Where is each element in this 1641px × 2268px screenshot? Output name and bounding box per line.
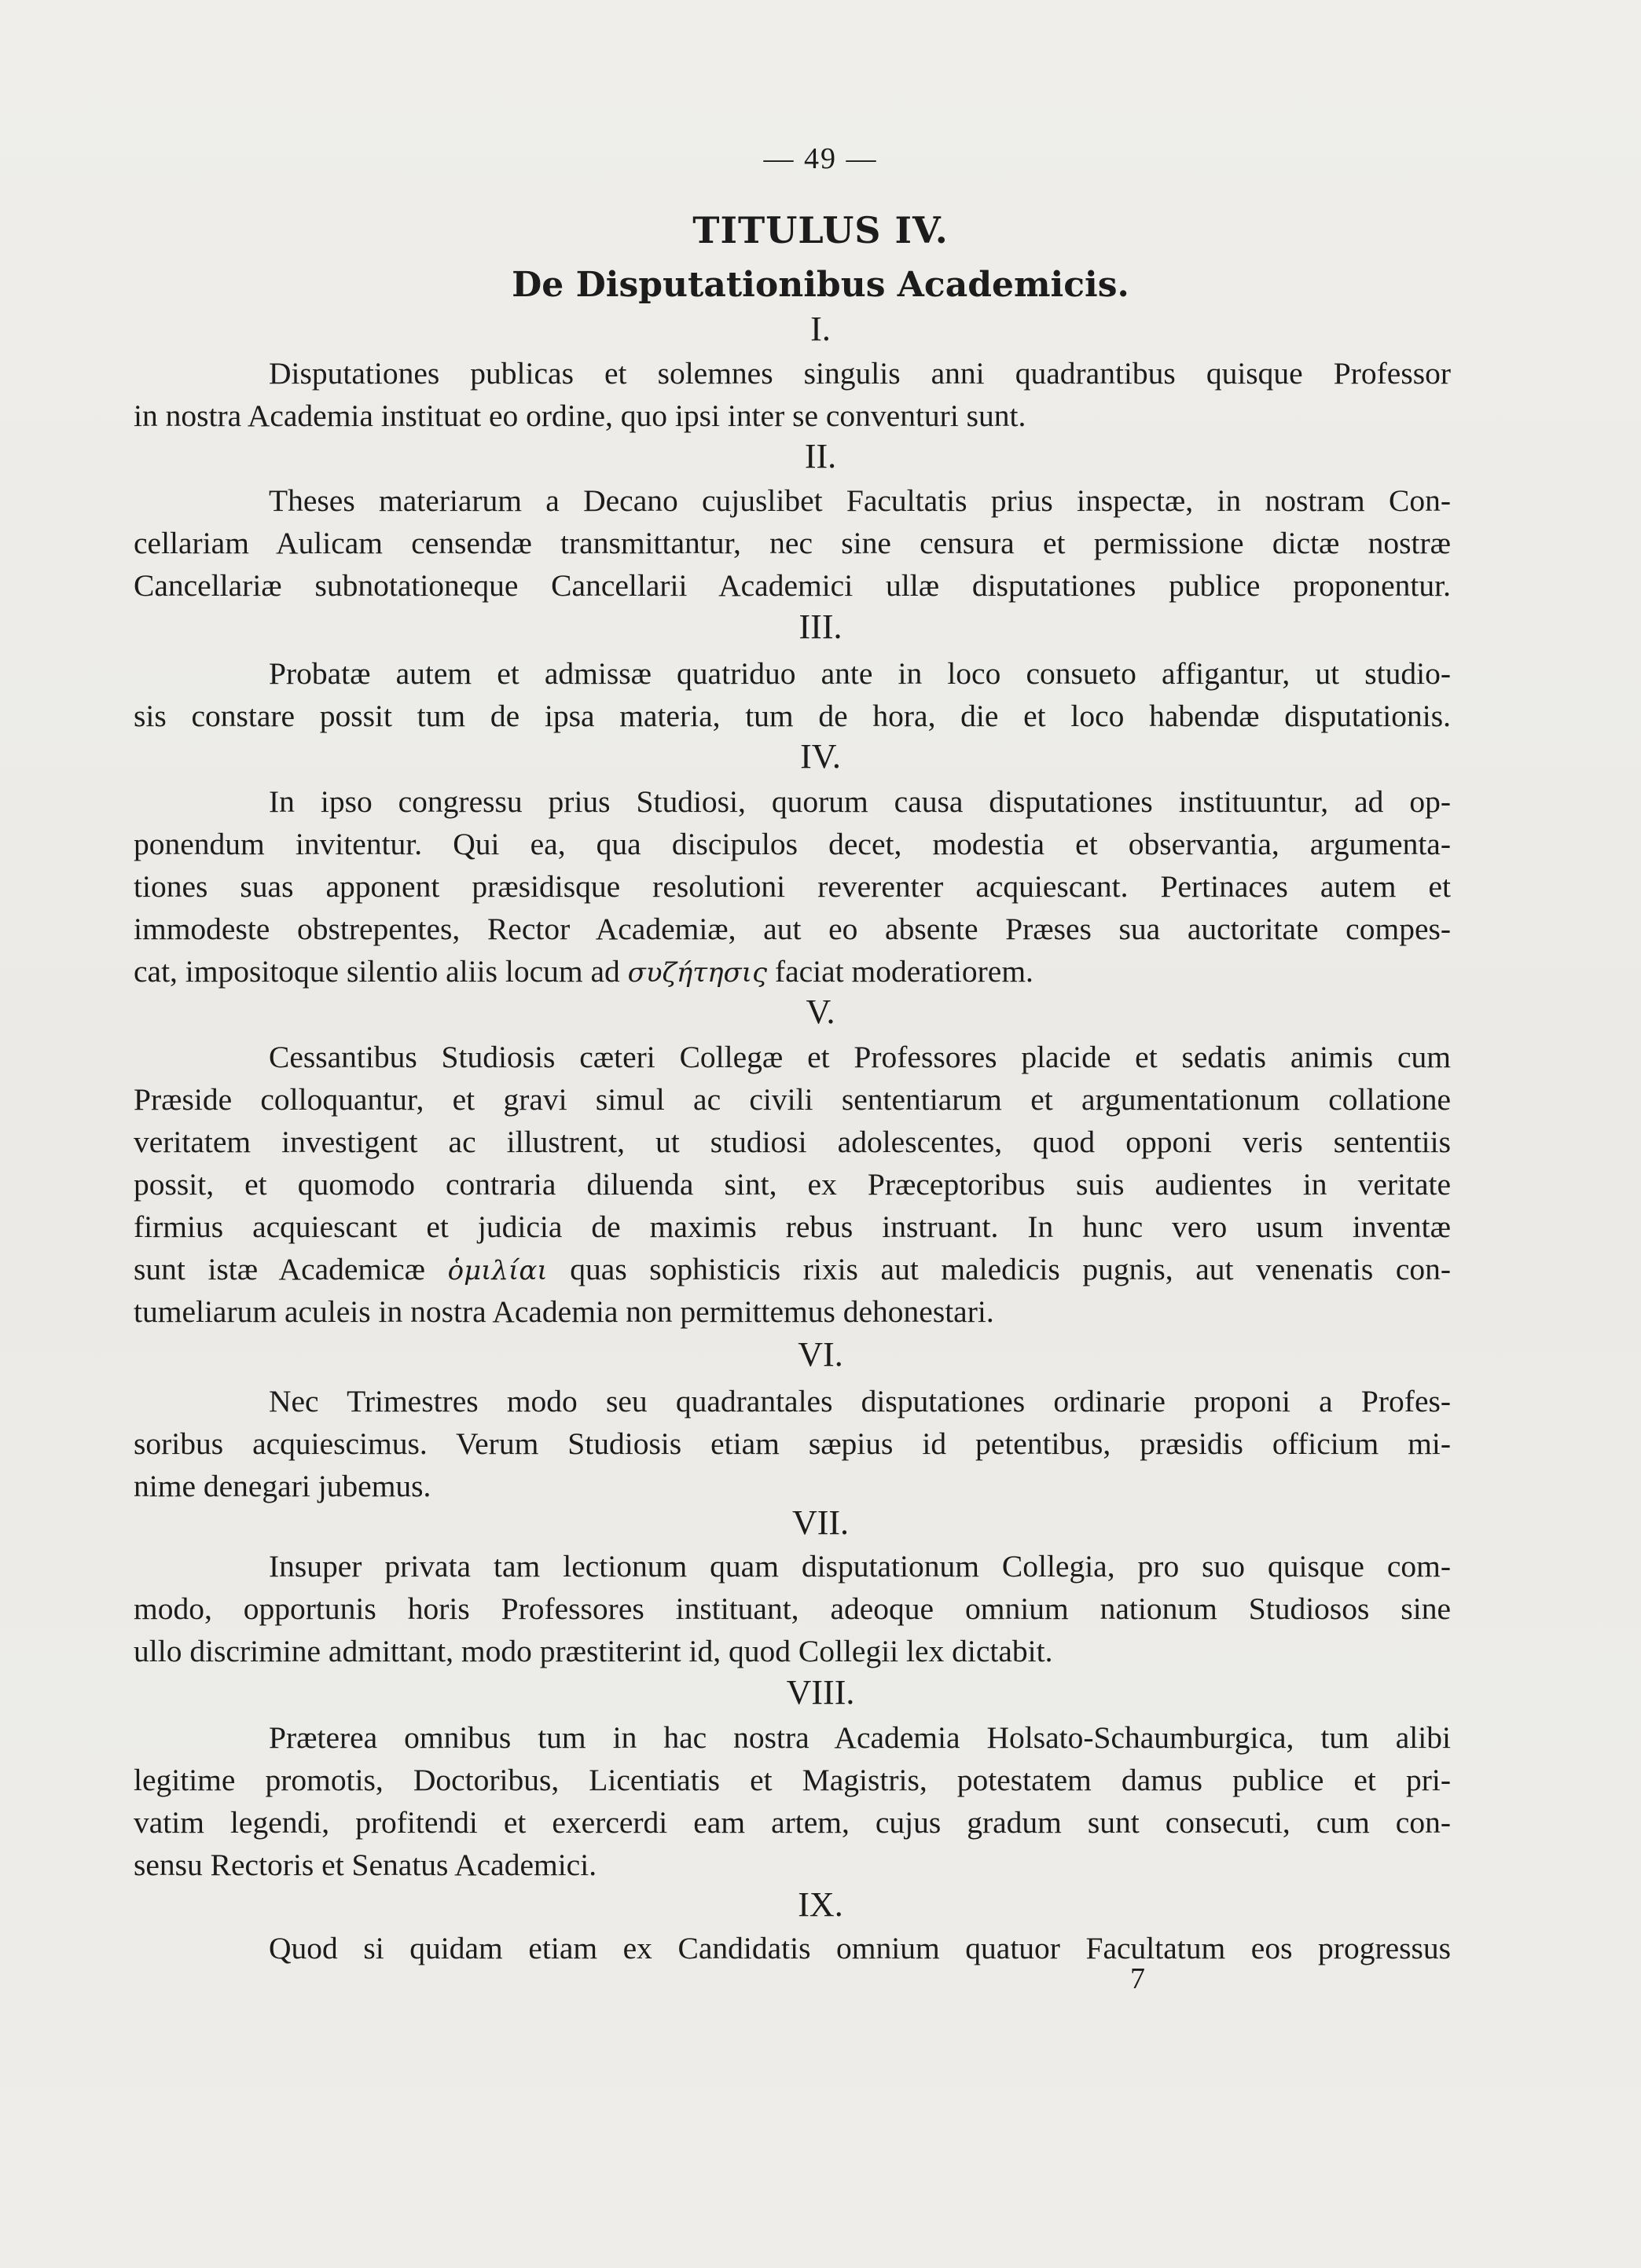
section-text-6 (134, 1380, 1451, 1507)
text-line: Nec Trimestres modo seu quadrantales disputationes ordinarie proponi a Profes- (269, 1384, 1451, 1418)
page-subtitle: De Disputationibus Academicis. (512, 265, 1129, 305)
section-number-2: II. (804, 437, 837, 475)
text-line: Cessantibus Studiosis cæteri Collegæ et Professores placide et sedatis animis cum (269, 1040, 1451, 1074)
section-number-5: V. (806, 993, 835, 1031)
text-line: nime denegari jubemus. (134, 1469, 431, 1503)
text-line: in nostra Academia instituat eo ordine, quo ipsi inter se conventuri sunt. (134, 398, 1026, 433)
text-line: Probatæ autem et admissæ quatriduo ante in loco consueto affigantur, ut studio- (269, 656, 1451, 691)
section-number-9: IX. (798, 1885, 843, 1924)
section-number-8: VIII. (786, 1673, 855, 1712)
section-text-7 (134, 1545, 1451, 1672)
section-text-5 (134, 1036, 1451, 1333)
text-line: modo, opportunis horis Professores instituant, adeoque omnium nationum Studiosos sine (134, 1591, 1451, 1626)
section-number-1: I. (810, 310, 831, 348)
text-line: vatim legendi, profitendi et exercerdi eam artem, cujus gradum sunt consecuti, cum con- (134, 1805, 1451, 1840)
text-line: soribus acquiescimus. Verum Studiosis etiam sæpius id petentibus, præsidis officium mi- (134, 1426, 1451, 1461)
section-text-1 (134, 352, 1451, 437)
text-fragment: quas sophisticis rixis aut maledicis pugnis, aut venenatis con- (570, 1252, 1452, 1286)
text-line: cellariam Aulicam censendæ transmittantur, nec sine censura et permissione dictæ nostræ (134, 526, 1451, 560)
text-line: firmius acquiescant et judicia de maximis rebus instruant. In hunc vero usum inventæ (134, 1209, 1451, 1244)
text-line: Theses materiarum a Decano cujuslibet Facultatis prius inspectæ, in nostram Con- (269, 483, 1451, 518)
section-number-6: VI. (798, 1335, 843, 1374)
section-number-3: III. (798, 607, 843, 646)
section-number-7: VII. (791, 1503, 850, 1542)
text-line: ponendum invitentur. Qui ea, qua discipulos decet, modestia et observantia, argumenta- (134, 827, 1451, 861)
section-text-3 (134, 652, 1451, 737)
text-line (134, 950, 1451, 993)
text-line (134, 1248, 1451, 1290)
text-line: In ipso congressu prius Studiosi, quorum causa disputationes instituuntur, ad op- (269, 784, 1451, 819)
section-text-4 (134, 780, 1451, 993)
text-fragment: sunt istæ Academicæ (134, 1252, 425, 1286)
text-line: Quod si quidam etiam ex Candidatis omnium quatuor Facultatum eos progressus (269, 1931, 1451, 1965)
section-number-4: IV. (800, 737, 841, 776)
text-line: sensu Rectoris et Senatus Academici. (134, 1848, 597, 1882)
greek-word: ὁμιλίαι (447, 1255, 548, 1286)
text-line: Disputationes publicas et solemnes singulis anni quadrantibus quisque Professor (269, 356, 1451, 391)
text-line: legitime promotis, Doctoribus, Licentiatis et Magistris, potestatem damus publice et pri- (134, 1763, 1451, 1797)
text-line: tiones suas apponent præsidisque resolutioni reverenter acquiescant. Pertinaces autem et (134, 869, 1451, 904)
text-line: tumeliarum aculeis in nostra Academia non permittemus dehonestari. (134, 1294, 994, 1329)
text-line: immodeste obstrepentes, Rector Academiæ, aut eo absente Præses sua auctoritate compes- (134, 912, 1451, 946)
section-text-8 (134, 1716, 1451, 1886)
text-line: veritatem investigent ac illustrent, ut studiosi adolescentes, quod opponi veris sententiis (134, 1125, 1451, 1159)
text-line: Cancellariæ subnotationeque Cancellarii Academici ullæ disputationes publice proponentur. (134, 568, 1451, 603)
signature-mark: 7 (1130, 1962, 1145, 1995)
text-fragment: faciat moderatiorem. (774, 954, 1033, 989)
greek-word: συζήτησις (627, 957, 768, 989)
section-text-2 (134, 479, 1451, 607)
section-text-9 (134, 1927, 1451, 1969)
text-fragment: cat, impositoque silentio aliis locum ad (134, 954, 620, 989)
page-title: TITULUS IV. (692, 209, 949, 251)
text-line: possit, et quomodo contraria diluenda sint, ex Præceptoribus suis audientes in veritate (134, 1167, 1451, 1202)
text-line: ullo discrimine admittant, modo præstiterint id, quod Collegii lex dictabit. (134, 1634, 1053, 1668)
text-line: Insuper privata tam lectionum quam disputationum Collegia, pro suo quisque com- (269, 1549, 1451, 1584)
text-line: Præterea omnibus tum in hac nostra Academia Holsato-Schaumburgica, tum alibi (269, 1720, 1451, 1755)
text-line: sis constare possit tum de ipsa materia, tum de hora, die et loco habendæ disputationis. (134, 699, 1451, 733)
text-line: Præside colloquantur, et gravi simul ac civili sententiarum et argumentationum collatione (134, 1082, 1451, 1117)
page-number: — 49 — (763, 142, 878, 175)
